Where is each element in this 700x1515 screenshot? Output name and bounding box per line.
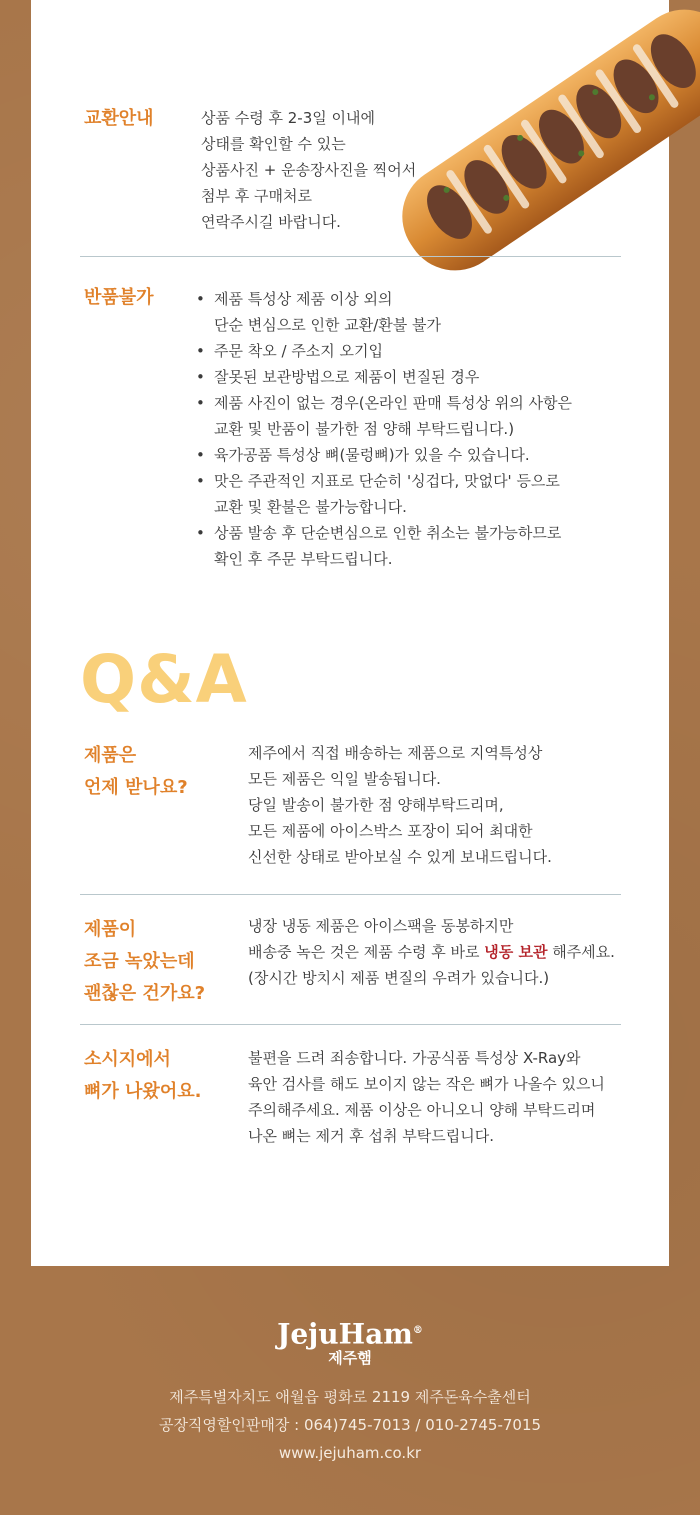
list-item: • 제품 사진이 없는 경우(온라인 판매 특성상 위의 사항은 교환 및 반품이 불가한 점 양해 부탁드립니다.): [196, 390, 636, 442]
brand-logo: JejuHam®: [277, 1317, 423, 1351]
baguette-sausage-image: [389, 5, 699, 275]
answer-text: 불편을 드려 죄송합니다. 가공식품 특성상 X-Ray와 육안 검사를 해도 보이지 않는 작은 뼈가 나올수 있으니 주의해주세요. 제품 이상은 아니오니 양해 부탁드리며 나온 뼈는 제거 후 섭취 부탁드립니다.: [248, 1049, 605, 1145]
answer-text: 제주에서 직접 배송하는 제품으로 지역특성상 모든 제품은 익일 발송됩니다. 당일 발송이 불가한 점 양해부탁드리며, 모든 제품에 아이스박스 포장이 되어 최대한 신선한 상태로 받아보실 수 있게 보내드립니다.: [248, 744, 552, 866]
question-label: 제품은 언제 받나요?: [84, 745, 188, 798]
list-item: • 맛은 주관적인 지표로 단순히 '싱겁다, 맛없다' 등으로 교환 및 환불은 불가능합니다.: [196, 468, 636, 520]
answer-line: 배송중 녹은 것은 제품 수령 후 바로 냉동 보관 해주세요.: [248, 943, 615, 961]
footer: [0, 1266, 700, 1515]
answer-text: [248, 913, 615, 991]
no-return-list: [196, 286, 636, 572]
list-item: • 제품 특성상 제품 이상 외의 단순 변심으로 인한 교환/환불 불가: [196, 286, 636, 338]
address: 제주특별자치도 애월읍 평화로 2119 제주돈육수출센터: [169, 1388, 531, 1406]
list-item: • 주문 착오 / 주소지 오기입: [196, 338, 636, 364]
website-link[interactable]: www.jejuham.co.kr: [278, 1444, 422, 1462]
answer-line: 냉장 냉동 제품은 아이스팩을 동봉하지만: [248, 917, 514, 935]
list-item: • 상품 발송 후 단순변심으로 인한 취소는 불가능하므로 확인 후 주문 부탁드립니다.: [196, 520, 636, 572]
exchange-label: 교환안내: [84, 108, 154, 129]
freeze-highlight: 냉동 보관: [484, 943, 548, 961]
divider: [80, 894, 621, 895]
divider: [80, 1024, 621, 1025]
divider: [80, 256, 621, 257]
phone: 공장직영할인판매장 : 064)745-7013 / 010-2745-7015: [158, 1416, 542, 1434]
answer-line: (장시간 방치시 제품 변질의 우려가 있습니다.): [248, 969, 550, 987]
list-item: • 잘못된 보관방법으로 제품이 변질된 경우: [196, 364, 636, 390]
question-label: 소시지에서 뼈가 나왔어요.: [84, 1049, 202, 1102]
exchange-text: 상품 수령 후 2-3일 이내에 상태를 확인할 수 있는 상품사진 + 운송장사진을 찍어서 첨부 후 구매처로 연락주시길 바랍니다.: [201, 109, 417, 231]
qa-title: Q&A: [80, 641, 248, 718]
info-panel: [31, 0, 669, 1266]
question-label: 제품이 조금 녹았는데 괜찮은 건가요?: [84, 919, 206, 1004]
no-return-label: 반품불가: [84, 287, 154, 308]
list-item: • 육가공품 특성상 뼈(물렁뼈)가 있을 수 있습니다.: [196, 442, 636, 468]
brand-name-korean: 제주햄: [328, 1349, 372, 1367]
